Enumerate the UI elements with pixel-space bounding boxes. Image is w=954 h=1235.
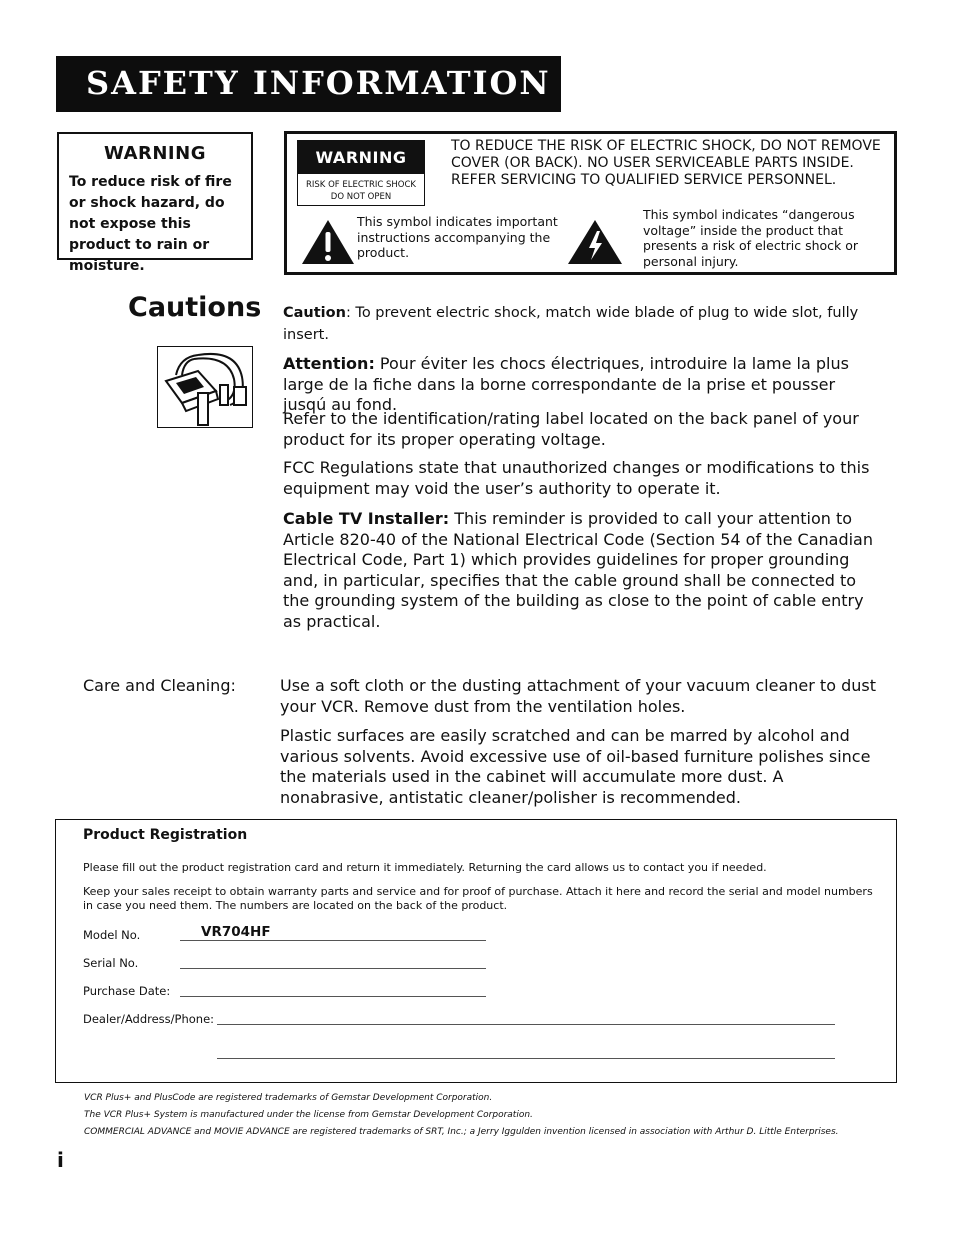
warning-label-line-1: RISK OF ELECTRIC SHOCK [305,180,416,190]
footnote-1: VCR Plus+ and PlusCode are registered trademarks of Gemstar Development Corporation. [84,1093,493,1103]
attention-label: Attention: [283,354,375,373]
section-header-banner [56,56,561,112]
cautions-heading: Cautions [128,292,262,323]
attention-text: Pour éviter les chocs électriques, introduire la lame la plus large de la fiche dans la borne correspondante de la prise et pousser jusqú au fond. [283,354,849,414]
care-cleaning-label: Care and Cleaning: [83,676,236,695]
warning-heading: WARNING [104,143,206,164]
purchase-date-line[interactable] [180,996,486,997]
fcc-paragraph: FCC Regulations state that unauthorized changes or modifications to this equipment may void the user’s authority to operate it. [283,458,870,498]
registration-paragraph-1: Please fill out the product registration card and return it immediately. Returning the card allows us to contact you if needed. [83,861,767,874]
serial-number-label: Serial No. [83,956,139,970]
warning-label-line-2: DO NOT OPEN [330,192,392,202]
model-number-line[interactable] [180,940,486,941]
warning-text: To reduce risk of fire or shock hazard, do not expose this product to rain or moisture. [69,174,232,274]
lightning-triangle-icon [567,219,623,265]
registration-paragraph-2: Keep your sales receipt to obtain warranty parts and service and for proof of purchase. Attach it here and record the serial and model numbers in case you need them. The numbers are located on the back of the product. [83,885,873,912]
dealer-line-1[interactable] [217,1024,835,1025]
warning-label-heading: WARNING [298,141,424,174]
dealer-label: Dealer/Address/Phone: [83,1012,215,1026]
page-title: SAFETY INFORMATION [86,64,551,102]
model-number-label: Model No. [83,928,141,942]
cable-installer-label: Cable TV Installer: [283,509,450,528]
voltage-label-paragraph: Refer to the identification/rating label located on the back panel of your product for its proper operating voltage. [283,409,859,449]
shock-warning-text: TO REDUCE THE RISK OF ELECTRIC SHOCK, DO NOT REMOVE COVER (OR BACK). NO USER SERVICEABLE PARTS INSIDE. REFER SERVICING TO QUALIFIED SERVICE PERSONNEL. [451,138,881,188]
page-number: i [57,1148,64,1172]
purchase-date-label: Purchase Date: [83,984,171,998]
shock-warning-box [284,131,897,275]
cable-installer-paragraph [283,509,883,632]
caution-text: : To prevent electric shock, match wide blade of plug to wide slot, fully insert. [283,305,859,343]
attention-paragraph [283,354,883,416]
warning-label [297,140,425,206]
care-paragraph-1: Use a soft cloth or the dusting attachment of your vacuum cleaner to dust your VCR. Remove dust from the ventilation holes. [280,676,876,716]
registration-heading: Product Registration [83,827,248,843]
serial-number-line[interactable] [180,968,486,969]
exclamation-symbol-description: This symbol indicates important instructions accompanying the product. [357,214,558,260]
model-number-value: VR704HF [201,924,271,940]
dealer-line-2[interactable] [217,1058,835,1059]
product-registration-box [55,819,897,1083]
footnote-3: COMMERCIAL ADVANCE and MOVIE ADVANCE are registered trademarks of SRT, Inc.; a Jerry Iggulden invention licensed in association with Arthur D. Little Enterprises. [84,1127,839,1137]
warning-label-subtext [298,179,424,203]
footnote-2: The VCR Plus+ System is manufactured under the license from Gemstar Development Corporation. [84,1110,533,1120]
caution-label: Caution [283,305,346,321]
polarized-plug-icon [157,346,253,428]
cable-installer-text: This reminder is provided to call your attention to Article 820-40 of the National Electrical Code (Section 54 of the Canadian Electrical Code, Part 1) which provides guidelines for proper grounding and, in particular, specifies that the cable ground shall be connected to the grounding system of the building as close to the point of cable entry as practical. [283,509,873,631]
care-paragraph-2: Plastic surfaces are easily scratched and can be marred by alcohol and various solvents. Avoid excessive use of oil-based furniture polishes since the materials used in the cabinet will accumulate more dust. A nonabrasive, antistatic cleaner/polisher is recommended. [280,726,871,807]
exclamation-triangle-icon [301,219,355,265]
fire-warning-box [57,132,253,274]
voltage-symbol-description: This symbol indicates “dangerous voltage” inside the product that presents a risk of electric shock or personal injury. [643,207,859,269]
caution-paragraph [283,302,883,346]
